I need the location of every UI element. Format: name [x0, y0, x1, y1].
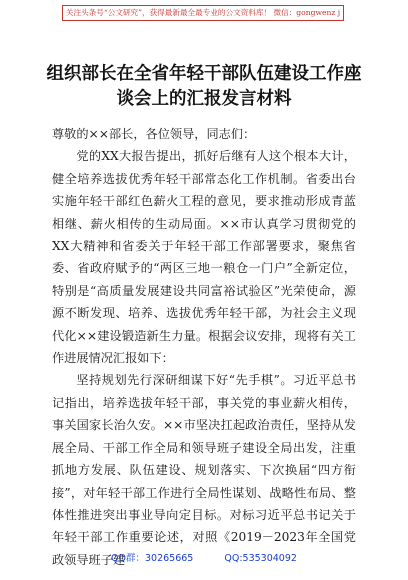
- salutation: 尊敬的××部长，各位领导，同志们：: [52, 127, 256, 141]
- title-line-1: 组织部长在全省年轻干部队伍建设工作座: [46, 64, 362, 84]
- document-title: [30, 62, 378, 112]
- title-line-2: 谈会上的汇报发言材料: [116, 89, 292, 109]
- document-body: [52, 123, 356, 571]
- body-paragraph: 坚持规划先行深研细谋下好“先手棋”。习近平总书记指出，培养选拔年轻干部，事关党的事业薪火相传，事关国家长治久安。××市坚决扛起政治责任，坚持从发展全局、干部工作全局和领导班子建设全局出发，注重抓地方发展、队伍建设、规划落实、下次换届“四方衔接”，对年轻干部工作进行全局性谋划、战略性布局、整体性推进突出事业导向定目标。对标习近平总书记关于年轻干部工作重要论述，对照《2019－2023年全国党政领导班子建: [52, 373, 356, 567]
- promo-banner: 关注头条号“公文研究”，获得最新最全最专业的公文资料库！ 微信：gongwenz j: [62, 5, 344, 21]
- body-paragraph: 党的XX大报告提出，抓好后继有人这个根本大计，健全培养选拔优秀年轻干部常态化工作机制。省委出台实施年轻干部红色薪火工程的意见，要求推动形成青蓝相继、薪火相传的生动局面。××市认真学习贯彻党的XX大精神和省委关于年轻干部工作部署要求，聚焦省委、省政府赋予的“两区三地一粮仓一门户”全新定位，特别是“高质量发展建设共同富裕试验区”光荣使命，源源不断发现、培养、选拔优秀年轻干部，为社会主义现代化××建设锻造新生力量。根据会议安排，现将有关工作进展情况汇报如下：: [52, 149, 356, 366]
- qq-text: QQ:535304092: [224, 553, 297, 564]
- qq-group-text: QQ群：30265665: [111, 553, 194, 564]
- contact-footer: [0, 550, 408, 564]
